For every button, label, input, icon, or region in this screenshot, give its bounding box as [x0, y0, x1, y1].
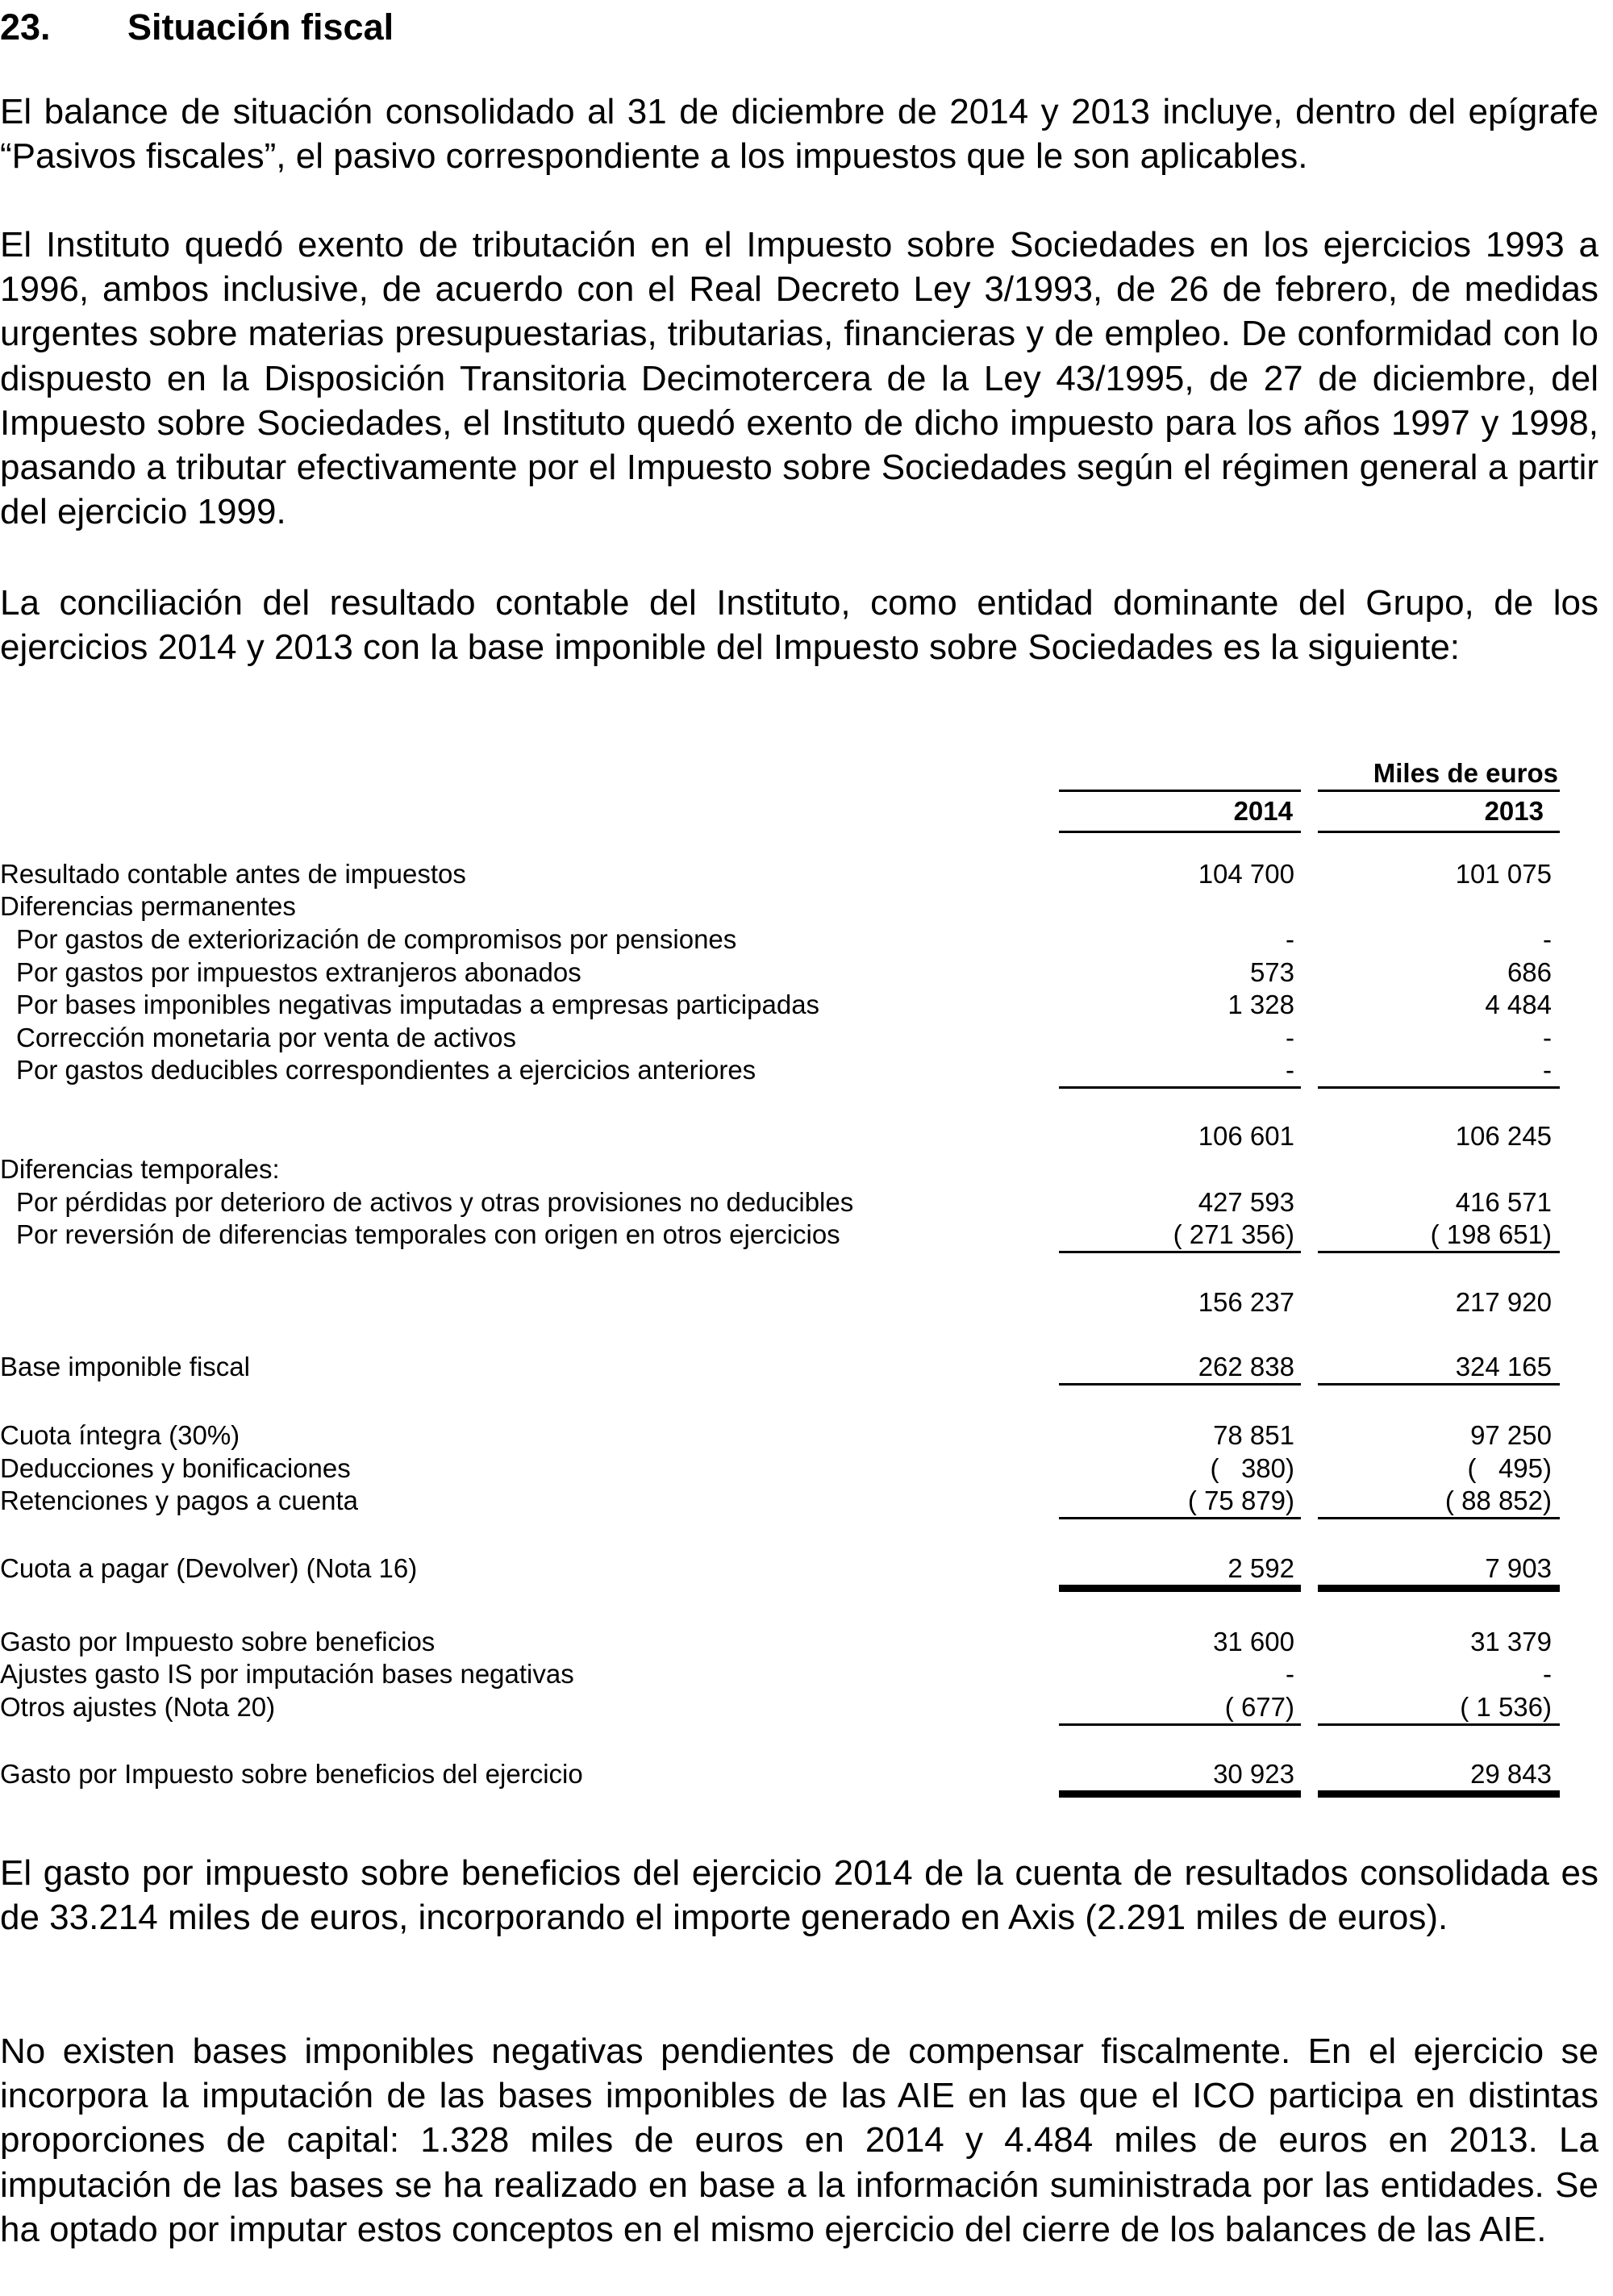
value-2013: 217 920 — [1455, 1287, 1552, 1317]
value-2013: - — [1543, 924, 1552, 954]
value-2013: 7 903 — [1318, 1552, 1560, 1592]
value-2013: - — [1543, 1023, 1552, 1052]
row-label: Gasto por Impuesto sobre beneficios — [0, 1627, 436, 1656]
table-row — [0, 1219, 1565, 1251]
value-2013: 31 379 — [1470, 1627, 1552, 1656]
section-number: 23. — [0, 6, 51, 48]
row-label: Corrección monetaria por venta de activos — [16, 1023, 516, 1052]
year-header-2013: 2013 — [1318, 790, 1560, 833]
value-2014: ( 75 879) — [1059, 1485, 1301, 1519]
value-2013: ( 495) — [1467, 1453, 1552, 1483]
value-2013: ( 1 536) — [1318, 1691, 1560, 1726]
row-label: Diferencias permanentes — [0, 891, 296, 921]
row-label: Deducciones y bonificaciones — [0, 1453, 351, 1483]
paragraph-exemption: El Instituto quedó exento de tributación en el Impuesto sobre Sociedades en los ejercicios 1993 a 1996, ambos inclusive, de acuerdo con el Real Decreto Ley 3/1993, de 26 de febrero, de medidas urgentes sobre materias presupuestarias, tributarias, financieras y de empleo. De conformidad con lo dispuesto en la Disposición Transitoria Decimotercera de la Ley 43/1995, de 27 de diciembre, del Impuesto sobre Sociedades, el Instituto quedó exento de dicho impuesto para los años 1997 y 1998, pasando a tributar efectivamente por el Impuesto sobre Sociedades según el régimen general a partir del ejercicio 1999. — [0, 225, 1598, 532]
value-2013: 101 075 — [1455, 859, 1552, 889]
table-row — [0, 890, 1565, 923]
paragraph-negative-bases: No existen bases imponibles negativas pendientes de compensar fiscalmente. En el ejercicio se incorpora la imputación de las bases imponibles de las AIE en las que el ICO participa en distintas proporciones de capital: 1.328 miles de euros en 2014 y 4.484 miles de euros en 2013. La imputación de las bases se ha realizado en base a la información suministrada por las entidades. Se ha optado por imputar estos conceptos en el mismo ejercicio del cierre de los balances de las AIE. — [0, 2031, 1598, 2249]
value-2014: ( 380) — [1210, 1453, 1294, 1483]
value-2014: 106 601 — [1198, 1121, 1294, 1151]
value-2014: 31 600 — [1213, 1627, 1294, 1656]
table-row — [0, 1658, 1565, 1690]
value-2013: - — [1543, 1659, 1552, 1689]
total-row — [0, 1758, 1565, 1790]
table-row — [0, 1419, 1565, 1452]
value-2014: 427 593 — [1198, 1187, 1294, 1217]
row-label: Diferencias temporales: — [0, 1154, 280, 1184]
value-2013: - — [1318, 1054, 1560, 1089]
table-units-header: Miles de euros — [1373, 758, 1558, 788]
value-2013: ( 88 852) — [1318, 1485, 1560, 1519]
value-2013: 106 245 — [1455, 1121, 1552, 1151]
row-label: Por reversión de diferencias temporales con origen en otros ejercicios — [16, 1219, 840, 1249]
value-2014: - — [1286, 924, 1294, 954]
row-label: Por gastos por impuestos extranjeros abonados — [16, 957, 581, 987]
table-row — [0, 956, 1565, 989]
row-label: Por pérdidas por deterioro de activos y otras provisiones no deducibles — [16, 1187, 854, 1217]
value-2014: 2 592 — [1059, 1552, 1301, 1592]
row-label: Base imponible fiscal — [0, 1352, 250, 1381]
table-row — [0, 1452, 1565, 1485]
row-label: Por gastos de exteriorización de compromisos por pensiones — [16, 924, 737, 954]
table-row — [0, 1054, 1565, 1086]
value-2014: ( 271 356) — [1059, 1219, 1301, 1253]
year-header-2014: 2014 — [1059, 790, 1301, 833]
paragraph-balance: El balance de situación consolidado al 31 de diciembre de 2014 y 2013 incluye, dentro del epígrafe “Pasivos fiscales”, el pasivo correspondiente a los impuestos que le son aplicables. — [0, 92, 1598, 177]
value-2013: 324 165 — [1318, 1351, 1560, 1386]
table-row — [0, 1186, 1565, 1219]
section-title: Situación fiscal — [127, 6, 394, 48]
row-label: Otros ajustes (Nota 20) — [0, 1692, 276, 1722]
value-2013: 97 250 — [1470, 1420, 1552, 1450]
row-label: Ajustes gasto IS por imputación bases negativas — [0, 1659, 574, 1689]
value-2014: ( 677) — [1059, 1691, 1301, 1726]
value-2013: 686 — [1507, 957, 1552, 987]
value-2014: 156 237 — [1198, 1287, 1294, 1317]
row-label: Por gastos deducibles correspondientes a ejercicios anteriores — [16, 1055, 756, 1085]
subtotal-row — [0, 1120, 1565, 1152]
row-label: Resultado contable antes de impuestos — [0, 859, 466, 889]
value-2013: ( 198 651) — [1318, 1219, 1560, 1253]
row-label: Por bases imponibles negativas imputadas a empresas participadas — [16, 990, 820, 1019]
value-2014: 104 700 — [1198, 859, 1294, 889]
table-row — [0, 1626, 1565, 1658]
total-row — [0, 1552, 1565, 1585]
value-2013: 4 484 — [1485, 990, 1552, 1019]
value-2014: 30 923 — [1059, 1758, 1301, 1798]
value-2014: 573 — [1249, 957, 1294, 987]
value-2013: 416 571 — [1455, 1187, 1552, 1217]
value-2014: 78 851 — [1213, 1420, 1294, 1450]
table-row — [0, 1153, 1565, 1186]
table-row — [0, 858, 1565, 890]
paragraph-reconciliation-intro: La conciliación del resultado contable del Instituto, como entidad dominante del Grupo, de los ejercicios 2014 y 2013 con la base imponible del Impuesto sobre Sociedades es la siguiente: — [0, 583, 1598, 668]
table-row — [0, 923, 1565, 956]
table-row — [0, 1022, 1565, 1054]
paragraph-tax-expense: El gasto por impuesto sobre beneficios del ejercicio 2014 de la cuenta de resultados consolidada es de 33.214 miles de euros, incorporando el importe generado en Axis (2.291 miles de euros). — [0, 1853, 1598, 1938]
row-label: Gasto por Impuesto sobre beneficios del ejercicio — [0, 1759, 583, 1789]
row-label: Retenciones y pagos a cuenta — [0, 1486, 358, 1515]
section-heading — [0, 5, 394, 50]
value-2014: 262 838 — [1059, 1351, 1301, 1386]
table-row — [0, 989, 1565, 1021]
value-2013: 29 843 — [1318, 1758, 1560, 1798]
table-row — [0, 1691, 1565, 1723]
value-2014: 1 328 — [1227, 990, 1294, 1019]
row-label: Cuota a pagar (Devolver) (Nota 16) — [0, 1553, 418, 1583]
subtotal-row — [0, 1286, 1565, 1319]
table-row — [0, 1351, 1565, 1383]
value-2014: - — [1286, 1023, 1294, 1052]
table-row — [0, 1485, 1565, 1517]
value-2014: - — [1286, 1659, 1294, 1689]
row-label: Cuota íntegra (30%) — [0, 1420, 240, 1450]
value-2014: - — [1059, 1054, 1301, 1089]
